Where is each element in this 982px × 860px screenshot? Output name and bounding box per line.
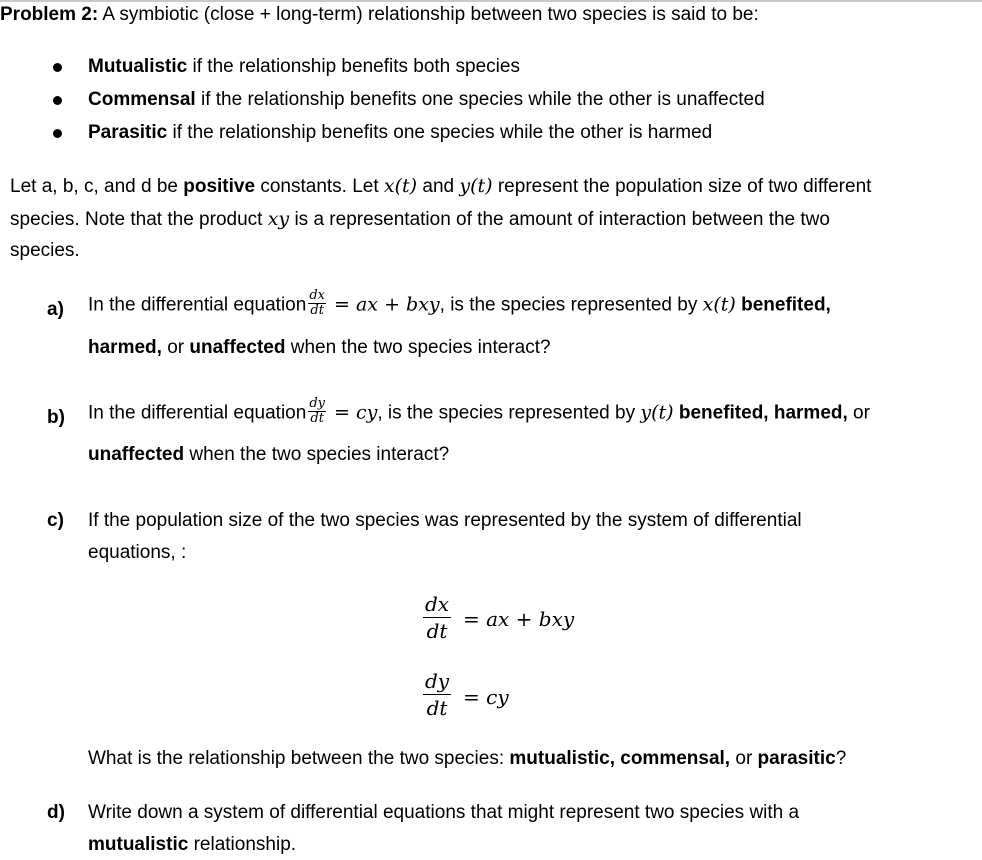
definition-item-parasitic (88, 122, 712, 144)
fraction-numerator: dx (425, 592, 450, 616)
question-b-label: b) (47, 407, 65, 428)
math-x-of-t: x(t) (383, 175, 418, 197)
problem-intro: A symbiotic (close + long-term) relationship between two species is said to be: (98, 4, 759, 25)
question-b-line-1 (88, 396, 870, 428)
fraction-numerator: dx (309, 288, 325, 303)
definition-term: Mutualistic (88, 56, 188, 77)
context-text: Let a, b, c, and d be (10, 176, 184, 197)
context-text: is a representation of the amount of interaction between the two (289, 209, 830, 230)
bullet-icon (53, 96, 62, 105)
question-text: In the differential equation (88, 402, 307, 424)
question-text: when the two species interact? (184, 444, 450, 465)
bold-option: benefited, (741, 294, 831, 316)
fraction-numerator: dy (309, 396, 325, 411)
bold-option: mutualistic, commensal, (509, 748, 731, 769)
equation-rhs: = ax + bxy (327, 293, 440, 316)
question-text: In the differential equation (88, 294, 307, 316)
definition-text: if the relationship benefits one species while the other is unaffected (195, 89, 765, 110)
problem-label: Problem 2: (0, 4, 99, 25)
question-text: , is the species represented by (439, 294, 703, 316)
context-text: species. Note that the product (10, 209, 268, 230)
question-text: or (161, 337, 190, 358)
equation-rhs: = cy (463, 685, 509, 709)
math-y-of-t: y(t) (640, 401, 674, 424)
fraction-dy-dt (308, 397, 326, 426)
definition-text: if the relationship benefits both species (187, 56, 520, 77)
math-xy: xy (267, 208, 290, 230)
question-c-line-2: equations, : (88, 542, 187, 563)
context-line-2 (10, 208, 830, 231)
definition-item-mutualistic (88, 56, 520, 78)
question-text: What is the relationship between the two species: (88, 748, 510, 769)
definition-term: Parasitic (88, 122, 168, 143)
question-d-line-1: Write down a system of differential equations that might represent two species with a (88, 802, 800, 823)
top-divider (0, 0, 982, 2)
definition-term: Commensal (88, 89, 196, 110)
question-text: ? (835, 748, 847, 769)
math-y-of-t: y(t) (459, 175, 493, 197)
question-a-line-2 (88, 337, 551, 359)
question-text: or (730, 748, 758, 769)
display-equation-1-rhs (463, 607, 574, 631)
fraction-numerator: dy (425, 669, 450, 693)
bold-option: unaffected (189, 337, 286, 358)
question-d-line-2 (88, 834, 296, 856)
fraction-denominator: dt (310, 411, 324, 426)
fraction-denominator: dt (426, 696, 448, 720)
bold-option: parasitic (757, 748, 836, 769)
question-text: or (847, 402, 870, 424)
question-d-label: d) (47, 802, 65, 823)
equation-rhs: = ax + bxy (463, 607, 575, 631)
context-bold: positive (183, 176, 256, 197)
bullet-icon (53, 129, 62, 138)
display-equation-2-rhs (463, 685, 509, 709)
problem-heading (0, 4, 759, 26)
question-text: relationship. (188, 834, 297, 855)
question-b-line-2 (88, 444, 449, 466)
question-c-prompt (88, 748, 846, 770)
context-text: represent the population size of two different (492, 176, 872, 197)
question-a-line-1 (88, 288, 831, 320)
equation-rhs: = cy (328, 401, 378, 424)
fraction-dx-dt (308, 289, 326, 318)
fraction-denominator: dt (426, 619, 448, 643)
fraction-denominator: dt (310, 303, 324, 318)
question-c-line-1: If the population size of the two species was represented by the system of differential (88, 510, 802, 531)
context-text: and (417, 176, 460, 197)
question-c-label: c) (47, 510, 64, 531)
question-text: when the two species interact? (285, 337, 551, 358)
context-line-1 (10, 175, 871, 198)
definition-text: if the relationship benefits one species while the other is harmed (167, 122, 713, 143)
question-text: , is the species represented by (377, 402, 641, 424)
display-fraction-dy-dt (423, 668, 451, 721)
bullet-icon (53, 63, 62, 72)
bold-option: mutualistic (88, 834, 189, 855)
bold-option: benefited, harmed, (678, 402, 848, 424)
context-text: constants. Let (255, 176, 384, 197)
bold-option: harmed, (88, 337, 162, 358)
bold-option: unaffected (88, 444, 185, 465)
display-fraction-dx-dt (423, 591, 451, 644)
question-a-label: a) (47, 299, 64, 320)
math-x-of-t: x(t) (702, 293, 736, 316)
definition-item-commensal (88, 89, 765, 111)
context-line-3: species. (10, 240, 80, 261)
